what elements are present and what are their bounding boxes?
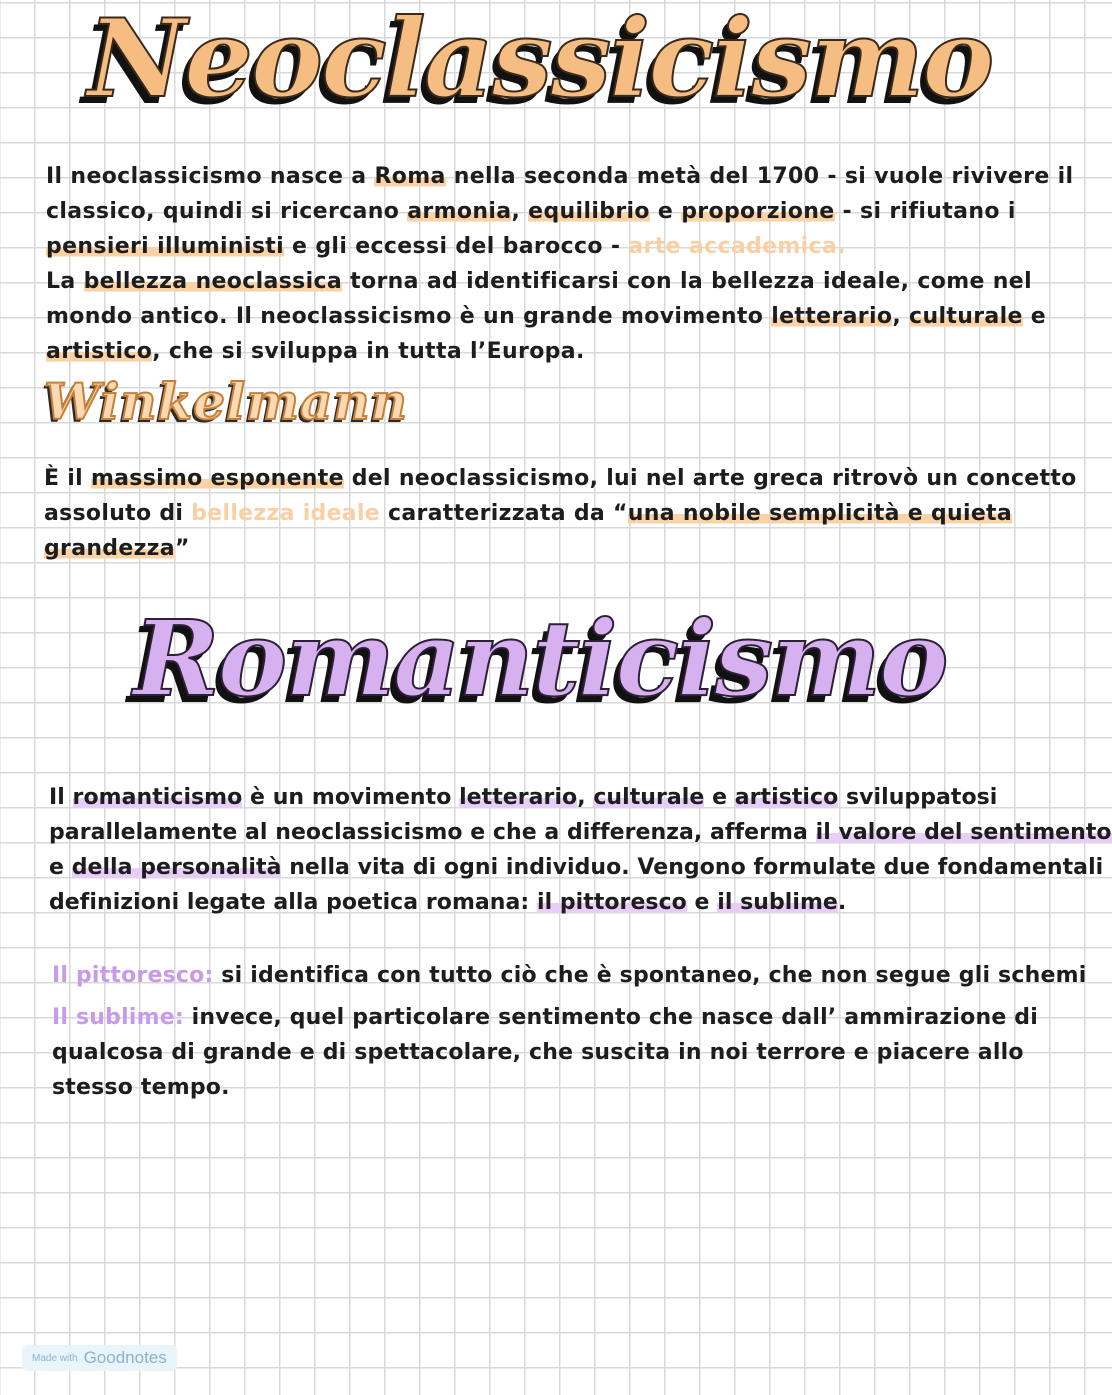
text-run: nella seconda metà del 1700 - si vuole rivivere il — [445, 164, 1074, 189]
colored-arte-accademica: arte accademica. — [628, 234, 846, 259]
text-line — [46, 159, 1073, 194]
highlight-massimo-esponente: massimo esponente — [90, 466, 344, 491]
highlight-roma: Roma — [374, 164, 446, 189]
text-run: sviluppatosi — [838, 785, 998, 810]
highlight-proporzione: proporzione — [681, 199, 835, 224]
neoclassicismo-intro — [46, 159, 1073, 369]
term-sublime: Il sublime: — [52, 1005, 184, 1030]
romanticismo-title: Romanticismo — [133, 597, 947, 720]
text-run: mondo antico. Il neoclassicismo è un grande movimento — [46, 304, 772, 329]
highlight-artistico: artistico — [734, 785, 839, 810]
text-line — [46, 194, 1073, 229]
text-run: invece, quel particolare sentimento che nasce dall’ ammirazione di — [183, 1005, 1038, 1030]
highlight-bellezza-neoclassica: bellezza neoclassica — [83, 269, 343, 294]
text-line — [49, 780, 1112, 815]
winkelmann-paragraph — [44, 461, 1077, 566]
text-line — [49, 815, 1112, 850]
highlight-pensieri-illuministi: pensieri illuministi — [46, 234, 285, 259]
highlight-culturale: culturale — [909, 304, 1023, 329]
text-run: Il — [49, 785, 73, 810]
made-with-label: Made with — [32, 1352, 78, 1364]
text-run: assoluto di — [44, 501, 192, 526]
text-run: parallelamente al neoclassicismo e che a differenza, afferma — [49, 820, 816, 845]
text-line — [44, 531, 1077, 566]
text-line — [46, 264, 1073, 299]
highlight-sublime: il sublime — [717, 890, 838, 915]
text-line: qualcosa di grande e di spettacolare, che suscita in noi terrore e piacere allo — [52, 1040, 1024, 1065]
text-line — [46, 334, 1073, 369]
text-run: nella vita di ogni individuo. Vengono formulate due fondamentali — [281, 855, 1104, 880]
text-run: , — [577, 785, 594, 810]
text-run: torna ad identificarsi con la bellezza ideale, come nel — [342, 269, 1032, 294]
text-run: , — [892, 304, 910, 329]
goodnotes-logo: Goodnotes — [83, 1348, 167, 1367]
highlight-grandezza: grandezza — [44, 536, 175, 561]
text-run: e — [1022, 304, 1047, 329]
highlight-letterario: letterario — [771, 304, 893, 329]
text-line — [46, 299, 1073, 334]
highlight-personalita: della personalità — [71, 855, 282, 880]
text-run: e — [686, 890, 718, 915]
text-run: e — [649, 199, 682, 224]
winkelmann-heading: Winkelmann — [44, 372, 409, 431]
highlight-armonia: armonia — [407, 199, 512, 224]
term-pittoresco: Il pittoresco: — [52, 963, 214, 988]
text-line — [49, 885, 1112, 920]
text-run: si identifica con tutto ciò che è spontaneo, che non segue gli schemi — [213, 963, 1087, 988]
highlight-quote: una nobile semplicità e quieta — [627, 501, 1012, 526]
highlight-equilibrio: equilibrio — [528, 199, 650, 224]
text-run: ” — [174, 536, 190, 561]
text-run: del neoclassicismo, lui nel arte greca ritrovò un concetto — [343, 466, 1077, 491]
definition-sublime — [52, 1000, 1086, 1035]
text-run: È il — [44, 466, 91, 491]
text-run: Il neoclassicismo nasce a — [46, 164, 375, 189]
text-run: caratterizzata da “ — [380, 501, 628, 526]
colored-bellezza-ideale: bellezza ideale — [191, 501, 381, 526]
text-run: e gli eccessi del barocco - — [284, 234, 629, 259]
neoclassicismo-title: Neoclassicismo — [87, 0, 993, 122]
text-run: , — [511, 199, 529, 224]
text-run: è un movimento — [242, 785, 460, 810]
text-line — [44, 496, 1077, 531]
highlight-romanticismo: romanticismo — [72, 785, 243, 810]
text-line — [44, 461, 1077, 496]
highlight-pittoresco: il pittoresco — [536, 890, 687, 915]
highlight-letterario: letterario — [459, 785, 578, 810]
text-run: e — [704, 785, 735, 810]
text-line: stesso tempo. — [52, 1075, 230, 1100]
romanticismo-intro — [49, 780, 1112, 920]
text-run: , che si sviluppa in tutta l’Europa. — [152, 339, 585, 364]
text-run: La — [46, 269, 84, 294]
text-run: - si rifiutano i — [834, 199, 1016, 224]
text-run: definizioni legate alla poetica romana: — [49, 890, 537, 915]
highlight-artistico: artistico — [46, 339, 153, 364]
highlight-valore-sentimento: il valore del sentimento — [815, 820, 1112, 845]
highlight-culturale: culturale — [593, 785, 705, 810]
goodnotes-badge — [22, 1345, 177, 1371]
definition-pittoresco — [52, 958, 1086, 993]
romanticismo-definitions — [52, 958, 1086, 1105]
text-run: classico, quindi si ricercano — [46, 199, 408, 224]
text-run: . — [837, 890, 847, 915]
text-line — [46, 229, 1073, 264]
text-run: e — [49, 855, 72, 880]
text-line — [49, 850, 1112, 885]
